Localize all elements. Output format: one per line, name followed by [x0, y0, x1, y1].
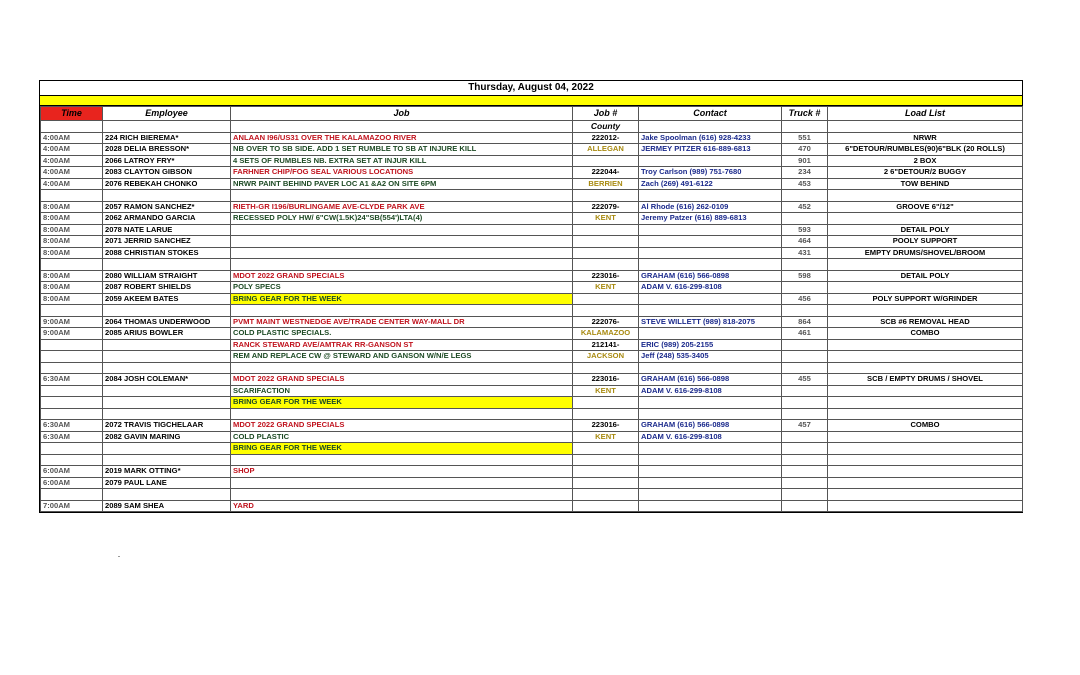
header-contact: Contact: [639, 107, 782, 121]
cell-time: 8:00AM: [41, 282, 103, 294]
cell-job-number: [573, 190, 639, 202]
cell-time: 4:00AM: [41, 167, 103, 179]
cell-job: RIETH-GR I196/BURLINGAME AVE-CLYDE PARK AVE: [231, 201, 573, 213]
cell-job-number: [573, 259, 639, 271]
cell-load-list: TOW BEHIND: [828, 178, 1023, 190]
cell-time: [41, 385, 103, 397]
cell-job: [231, 489, 573, 501]
cell-time: 8:00AM: [41, 236, 103, 248]
cell-time: 4:00AM: [41, 144, 103, 156]
cell-job: [231, 305, 573, 317]
cell-truck: [782, 213, 828, 225]
table-row: [41, 443, 1023, 455]
cell-employee: 2082 GAVIN MARING: [103, 431, 231, 443]
cell-time: [41, 305, 103, 317]
cell-truck: [782, 259, 828, 271]
cell-job: ANLAAN I96/US31 OVER THE KALAMAZOO RIVER: [231, 132, 573, 144]
cell-employee: 2083 CLAYTON GIBSON: [103, 167, 231, 179]
cell-employee: 2088 CHRISTIAN STOKES: [103, 247, 231, 259]
table-row: [41, 167, 1023, 179]
cell-job: SCARIFACTION: [231, 385, 573, 397]
cell-job-number: [573, 489, 639, 501]
cell-load-list: [828, 305, 1023, 317]
table-row: [41, 224, 1023, 236]
header-job-number: Job #: [573, 107, 639, 121]
subheader-row: [41, 121, 1023, 133]
cell-time: [41, 259, 103, 271]
cell-employee: [103, 489, 231, 501]
cell-time: [41, 489, 103, 501]
cell-time: 8:00AM: [41, 293, 103, 305]
cell-contact: [639, 362, 782, 374]
schedule-table: [40, 106, 1023, 512]
cell-truck: [782, 489, 828, 501]
table-row: [41, 408, 1023, 420]
cell-truck: [782, 362, 828, 374]
cell-job: [231, 247, 573, 259]
table-row: [41, 431, 1023, 443]
cell-truck: [782, 443, 828, 455]
cell-truck: [782, 339, 828, 351]
table-row: [41, 155, 1023, 167]
table-row: [41, 201, 1023, 213]
header-job: Job: [231, 107, 573, 121]
cell-load-list: [828, 466, 1023, 478]
cell-employee: [103, 443, 231, 455]
cell-truck: [782, 282, 828, 294]
cell-job: [231, 362, 573, 374]
cell-job: [231, 224, 573, 236]
cell-truck: 593: [782, 224, 828, 236]
cell-time: 9:00AM: [41, 316, 103, 328]
cell-time: 6:00AM: [41, 477, 103, 489]
cell-job: [231, 259, 573, 271]
scan-speck: [118, 556, 120, 557]
cell-job: SHOP: [231, 466, 573, 478]
cell-time: 4:00AM: [41, 178, 103, 190]
table-row: [41, 247, 1023, 259]
cell-time: [41, 362, 103, 374]
cell-job-number: 223016-: [573, 270, 639, 282]
table-row: [41, 489, 1023, 501]
cell-contact: [639, 397, 782, 409]
cell-job-number: 222044-: [573, 167, 639, 179]
cell-employee: 2080 WILLIAM STRAIGHT: [103, 270, 231, 282]
cell-truck: 452: [782, 201, 828, 213]
header-truck: Truck #: [782, 107, 828, 121]
cell-load-list: 2 BOX: [828, 155, 1023, 167]
cell-employee: [103, 362, 231, 374]
cell-employee: [103, 351, 231, 363]
cell-time: 8:00AM: [41, 224, 103, 236]
table-row: [41, 420, 1023, 432]
cell-time: 7:00AM: [41, 500, 103, 512]
cell-employee: 2087 ROBERT SHIELDS: [103, 282, 231, 294]
header-county: County: [573, 121, 639, 133]
cell-load-list: [828, 362, 1023, 374]
cell-truck: [782, 397, 828, 409]
cell-job-number: [573, 500, 639, 512]
cell-job: BRING GEAR FOR THE WEEK: [231, 397, 573, 409]
cell-employee: 2079 PAUL LANE: [103, 477, 231, 489]
cell-job-number: [573, 293, 639, 305]
cell-truck: [782, 385, 828, 397]
table-row: [41, 236, 1023, 248]
cell-truck: [782, 351, 828, 363]
cell-job-number: [573, 443, 639, 455]
cell-employee: 2084 JOSH COLEMAN*: [103, 374, 231, 386]
cell-contact: [639, 500, 782, 512]
cell-job-number: 222012-: [573, 132, 639, 144]
cell-employee: 224 RICH BIEREMA*: [103, 132, 231, 144]
cell-employee: 2078 NATE LARUE: [103, 224, 231, 236]
cell-contact: [639, 224, 782, 236]
cell-job-number: [573, 155, 639, 167]
cell-truck: 456: [782, 293, 828, 305]
cell-contact: ADAM V. 616-299-8108: [639, 385, 782, 397]
cell-job-number: KENT: [573, 213, 639, 225]
cell-time: [41, 339, 103, 351]
cell-contact: [639, 466, 782, 478]
cell-job: [231, 190, 573, 202]
cell-load-list: POOLY SUPPORT: [828, 236, 1023, 248]
cell-load-list: GROOVE 6"/12": [828, 201, 1023, 213]
cell-contact: [639, 247, 782, 259]
cell-contact: Zach (269) 491-6122: [639, 178, 782, 190]
cell-contact: [639, 236, 782, 248]
table-row: [41, 339, 1023, 351]
header-row: [41, 107, 1023, 121]
cell-employee: 2071 JERRID SANCHEZ: [103, 236, 231, 248]
cell-employee: 2089 SAM SHEA: [103, 500, 231, 512]
table-row: [41, 270, 1023, 282]
cell-load-list: [828, 213, 1023, 225]
cell-time: [41, 351, 103, 363]
cell-employee: 2028 DELIA BRESSON*: [103, 144, 231, 156]
cell-truck: 455: [782, 374, 828, 386]
title-highlight-band: [40, 96, 1022, 106]
cell-job-number: [573, 408, 639, 420]
cell-employee: 2076 REBEKAH CHONKO: [103, 178, 231, 190]
cell-job: RANCK STEWARD AVE/AMTRAK RR-GANSON ST: [231, 339, 573, 351]
cell-job-number: KENT: [573, 431, 639, 443]
cell-job: COLD PLASTIC SPECIALS.: [231, 328, 573, 340]
cell-employee: 2064 THOMAS UNDERWOOD: [103, 316, 231, 328]
cell-contact: [639, 454, 782, 466]
cell-contact: [639, 190, 782, 202]
cell-truck: 470: [782, 144, 828, 156]
table-row: [41, 328, 1023, 340]
cell-job: 4 SETS OF RUMBLES NB. EXTRA SET AT INJUR KILL: [231, 155, 573, 167]
cell-time: 6:30AM: [41, 374, 103, 386]
cell-truck: 901: [782, 155, 828, 167]
cell-job-number: 223016-: [573, 420, 639, 432]
cell-load-list: DETAIL POLY: [828, 270, 1023, 282]
cell-job-number: 212141-: [573, 339, 639, 351]
cell-contact: [639, 328, 782, 340]
cell-time: 4:00AM: [41, 155, 103, 167]
cell-job: BRING GEAR FOR THE WEEK: [231, 443, 573, 455]
cell-time: [41, 190, 103, 202]
cell-employee: [103, 259, 231, 271]
cell-job-number: ALLEGAN: [573, 144, 639, 156]
cell-contact: JERMEY PITZER 616-889-6813: [639, 144, 782, 156]
table-row: [41, 144, 1023, 156]
cell-load-list: [828, 190, 1023, 202]
cell-load-list: [828, 259, 1023, 271]
table-row: [41, 178, 1023, 190]
cell-employee: 2057 RAMON SANCHEZ*: [103, 201, 231, 213]
cell-employee: 2059 AKEEM BATES: [103, 293, 231, 305]
schedule-sheet: [39, 80, 1023, 513]
cell-load-list: [828, 351, 1023, 363]
table-row: [41, 132, 1023, 144]
cell-contact: ADAM V. 616-299-8108: [639, 431, 782, 443]
cell-load-list: 6"DETOUR/RUMBLES(90)6"BLK (20 ROLLS): [828, 144, 1023, 156]
cell-job-number: [573, 305, 639, 317]
cell-job: [231, 408, 573, 420]
cell-job-number: [573, 397, 639, 409]
cell-job-number: [573, 362, 639, 374]
cell-time: [41, 408, 103, 420]
cell-truck: [782, 500, 828, 512]
cell-job-number: JACKSON: [573, 351, 639, 363]
cell-load-list: [828, 477, 1023, 489]
table-row: [41, 259, 1023, 271]
cell-job-number: 223016-: [573, 374, 639, 386]
table-row: [41, 397, 1023, 409]
cell-employee: [103, 305, 231, 317]
cell-truck: 461: [782, 328, 828, 340]
cell-load-list: [828, 454, 1023, 466]
cell-time: 8:00AM: [41, 270, 103, 282]
cell-truck: [782, 408, 828, 420]
cell-truck: [782, 431, 828, 443]
header-time: Time: [41, 107, 103, 121]
cell-load-list: 2 6"DETOUR/2 BUGGY: [828, 167, 1023, 179]
table-row: [41, 362, 1023, 374]
cell-job-number: [573, 477, 639, 489]
cell-job-number: 222079-: [573, 201, 639, 213]
cell-time: 9:00AM: [41, 328, 103, 340]
cell-truck: [782, 454, 828, 466]
cell-truck: 464: [782, 236, 828, 248]
cell-contact: [639, 443, 782, 455]
cell-load-list: EMPTY DRUMS/SHOVEL/BROOM: [828, 247, 1023, 259]
cell-job-number: [573, 224, 639, 236]
cell-job: MDOT 2022 GRAND SPECIALS: [231, 420, 573, 432]
header-load-list: Load List: [828, 107, 1023, 121]
cell-job: POLY SPECS: [231, 282, 573, 294]
cell-job-number: [573, 247, 639, 259]
cell-job: REM AND REPLACE CW @ STEWARD AND GANSON W/N/E LEGS: [231, 351, 573, 363]
cell-job: MDOT 2022 GRAND SPECIALS: [231, 270, 573, 282]
cell-load-list: POLY SUPPORT W/GRINDER: [828, 293, 1023, 305]
cell-contact: [639, 259, 782, 271]
cell-load-list: [828, 408, 1023, 420]
cell-contact: GRAHAM (616) 566-0898: [639, 374, 782, 386]
cell-truck: 864: [782, 316, 828, 328]
cell-job-number: [573, 466, 639, 478]
cell-employee: 2072 TRAVIS TIGCHELAAR: [103, 420, 231, 432]
cell-load-list: [828, 443, 1023, 455]
table-row: [41, 351, 1023, 363]
cell-load-list: [828, 339, 1023, 351]
cell-employee: [103, 397, 231, 409]
table-row: [41, 282, 1023, 294]
table-row: [41, 190, 1023, 202]
cell-employee: 2019 MARK OTTING*: [103, 466, 231, 478]
table-row: [41, 374, 1023, 386]
cell-time: [41, 454, 103, 466]
schedule-rows: [41, 132, 1023, 512]
cell-job-number: KENT: [573, 282, 639, 294]
cell-time: 6:00AM: [41, 466, 103, 478]
table-row: [41, 305, 1023, 317]
cell-job: COLD PLASTIC: [231, 431, 573, 443]
cell-contact: STEVE WILLETT (989) 818-2075: [639, 316, 782, 328]
cell-load-list: [828, 489, 1023, 501]
cell-job: BRING GEAR FOR THE WEEK: [231, 293, 573, 305]
cell-contact: Jeremy Patzer (616) 889-6813: [639, 213, 782, 225]
cell-contact: ERIC (989) 205-2155: [639, 339, 782, 351]
cell-job: [231, 477, 573, 489]
cell-job-number: BERRIEN: [573, 178, 639, 190]
cell-time: 8:00AM: [41, 213, 103, 225]
cell-contact: Jeff (248) 535-3405: [639, 351, 782, 363]
cell-load-list: [828, 385, 1023, 397]
cell-job-number: [573, 454, 639, 466]
cell-employee: 2066 LATROY FRY*: [103, 155, 231, 167]
cell-employee: [103, 190, 231, 202]
table-row: [41, 213, 1023, 225]
table-row: [41, 466, 1023, 478]
cell-load-list: [828, 282, 1023, 294]
cell-employee: 2085 ARIUS BOWLER: [103, 328, 231, 340]
cell-employee: [103, 385, 231, 397]
table-row: [41, 385, 1023, 397]
cell-load-list: COMBO: [828, 420, 1023, 432]
cell-contact: [639, 305, 782, 317]
cell-job: NRWR PAINT BEHIND PAVER LOC A1 &A2 ON SITE 6PM: [231, 178, 573, 190]
cell-job: MDOT 2022 GRAND SPECIALS: [231, 374, 573, 386]
sheet-title: Thursday, August 04, 2022: [40, 81, 1022, 96]
cell-job: RECESSED POLY HW/ 6"CW(1.5K)24"SB(554')LTA(4): [231, 213, 573, 225]
cell-time: 6:30AM: [41, 420, 103, 432]
cell-job: FARHNER CHIP/FOG SEAL VARIOUS LOCATIONS: [231, 167, 573, 179]
cell-truck: 453: [782, 178, 828, 190]
cell-job: [231, 236, 573, 248]
cell-load-list: [828, 431, 1023, 443]
cell-contact: GRAHAM (616) 566-0898: [639, 420, 782, 432]
cell-contact: [639, 293, 782, 305]
cell-truck: [782, 466, 828, 478]
cell-time: [41, 443, 103, 455]
cell-time: 8:00AM: [41, 247, 103, 259]
cell-contact: ADAM V. 616-299-8108: [639, 282, 782, 294]
cell-load-list: NRWR: [828, 132, 1023, 144]
cell-truck: 431: [782, 247, 828, 259]
cell-load-list: SCB / EMPTY DRUMS / SHOVEL: [828, 374, 1023, 386]
cell-contact: Al Rhode (616) 262-0109: [639, 201, 782, 213]
cell-contact: [639, 489, 782, 501]
cell-contact: [639, 155, 782, 167]
cell-contact: GRAHAM (616) 566-0898: [639, 270, 782, 282]
cell-truck: 234: [782, 167, 828, 179]
table-row: [41, 500, 1023, 512]
cell-load-list: DETAIL POLY: [828, 224, 1023, 236]
cell-time: 8:00AM: [41, 201, 103, 213]
cell-truck: 598: [782, 270, 828, 282]
table-row: [41, 454, 1023, 466]
cell-time: 4:00AM: [41, 132, 103, 144]
cell-job: NB OVER TO SB SIDE. ADD 1 SET RUMBLE TO SB AT INJURE KILL: [231, 144, 573, 156]
cell-employee: [103, 408, 231, 420]
cell-time: [41, 397, 103, 409]
cell-employee: [103, 454, 231, 466]
cell-job-number: [573, 236, 639, 248]
cell-job: [231, 454, 573, 466]
cell-load-list: COMBO: [828, 328, 1023, 340]
cell-job: PVMT MAINT WESTNEDGE AVE/TRADE CENTER WAY-MALL DR: [231, 316, 573, 328]
cell-truck: [782, 477, 828, 489]
cell-truck: [782, 305, 828, 317]
cell-job-number: 222076-: [573, 316, 639, 328]
cell-load-list: SCB #6 REMOVAL HEAD: [828, 316, 1023, 328]
cell-load-list: [828, 397, 1023, 409]
header-employee: Employee: [103, 107, 231, 121]
table-row: [41, 477, 1023, 489]
cell-truck: [782, 190, 828, 202]
cell-truck: 551: [782, 132, 828, 144]
table-row: [41, 316, 1023, 328]
cell-truck: 457: [782, 420, 828, 432]
cell-contact: Troy Carlson (989) 751-7680: [639, 167, 782, 179]
cell-job-number: KENT: [573, 385, 639, 397]
cell-job: YARD: [231, 500, 573, 512]
cell-employee: [103, 339, 231, 351]
cell-employee: 2062 ARMANDO GARCIA: [103, 213, 231, 225]
cell-time: 6:30AM: [41, 431, 103, 443]
cell-contact: Jake Spoolman (616) 928-4233: [639, 132, 782, 144]
table-row: [41, 293, 1023, 305]
cell-job-number: KALAMAZOO: [573, 328, 639, 340]
cell-contact: [639, 477, 782, 489]
cell-load-list: [828, 500, 1023, 512]
cell-contact: [639, 408, 782, 420]
